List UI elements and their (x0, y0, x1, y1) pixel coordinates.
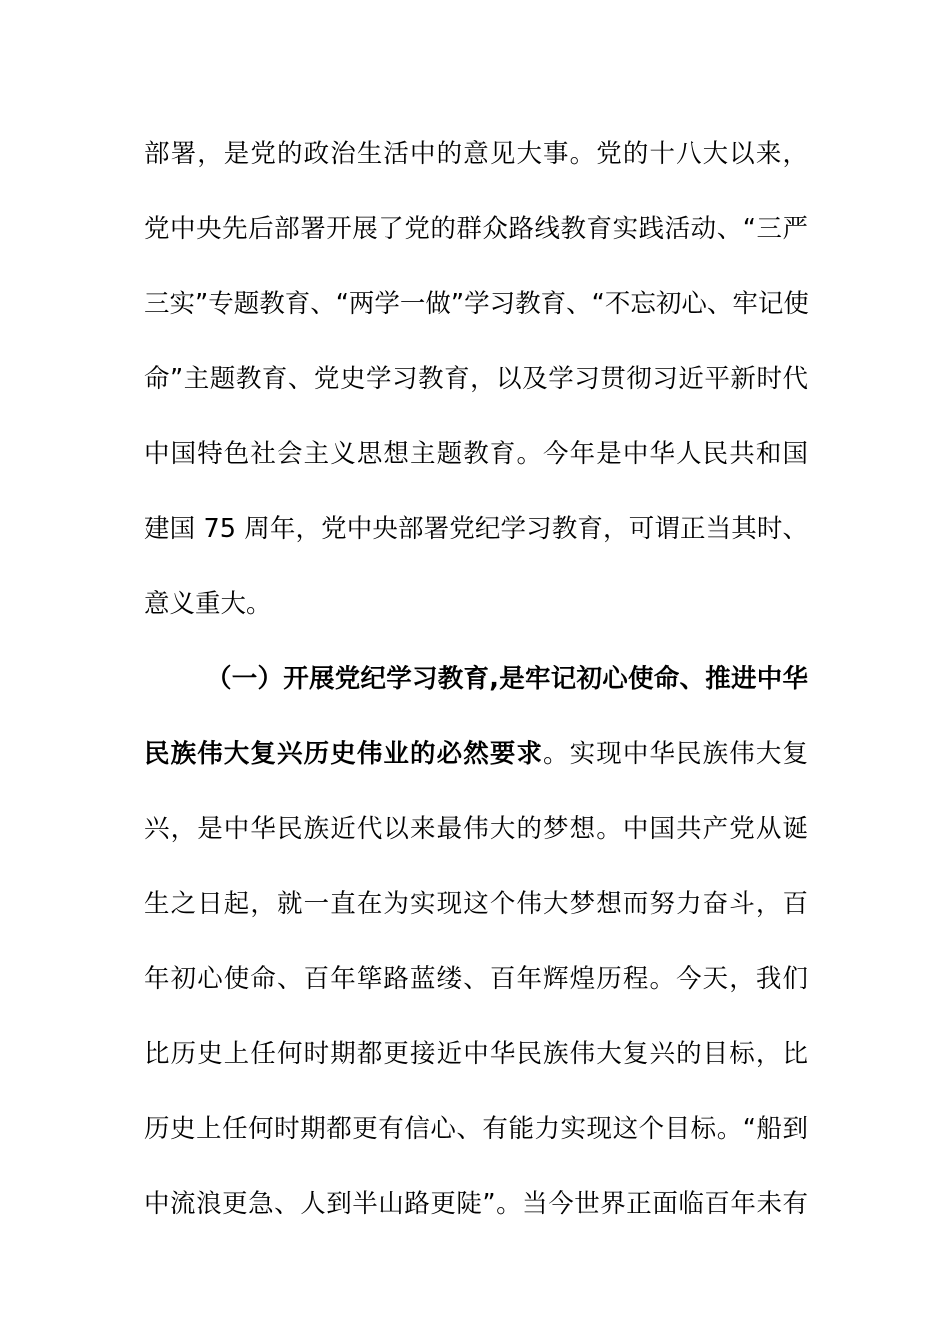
body-text (144, 132, 808, 1257)
paragraph-line: 部署，是党的政治生活中的意见大事。党的十八大以来， (144, 139, 808, 169)
paragraph-line: 党中央先后部署开展了党的群众路线教育实践活动、“三严 (144, 214, 808, 244)
paragraph-line: 中流浪更急、人到半山路更陡”。当今世界正面临百年未有 (144, 1189, 808, 1219)
paragraph-line: 命”主题教育、党史学习教育，以及学习贯彻习近平新时代 (144, 364, 808, 394)
paragraph-line: 中国特色社会主义思想主题教育。今年是中华人民共和国 (144, 439, 808, 469)
paragraph-line: 意义重大。 (144, 589, 272, 619)
section-heading-continuation: 民族伟大复兴历史伟业的必然要求 (144, 739, 544, 769)
paragraph-line: 兴，是中华民族近代以来最伟大的梦想。中国共产党从诞 (144, 814, 808, 844)
paragraph-line (144, 732, 808, 807)
paragraph-line: 年初心使命、百年筚路蓝缕、百年辉煌历程。今天，我们 (144, 964, 808, 994)
paragraph-line: 三实”专题教育、“两学一做”学习教育、“不忘初心、牢记使 (144, 289, 809, 319)
paragraph-line: 历史上任何时期都更有信心、有能力实现这个目标。“船到 (144, 1114, 808, 1144)
paragraph-line: 比历史上任何时期都更接近中华民族伟大复兴的目标，比 (144, 1039, 808, 1069)
paragraph-line: 生之日起，就一直在为实现这个伟大梦想而努力奋斗，百 (144, 889, 808, 919)
paragraph-line: 建国 75 周年，党中央部署党纪学习教育，可谓正当其时、 (144, 514, 808, 544)
section-heading: （一）开展党纪学习教育,是牢记初心使命、推进中华 (206, 664, 808, 694)
paragraph-text: 。实现中华民族伟大复 (543, 739, 808, 769)
